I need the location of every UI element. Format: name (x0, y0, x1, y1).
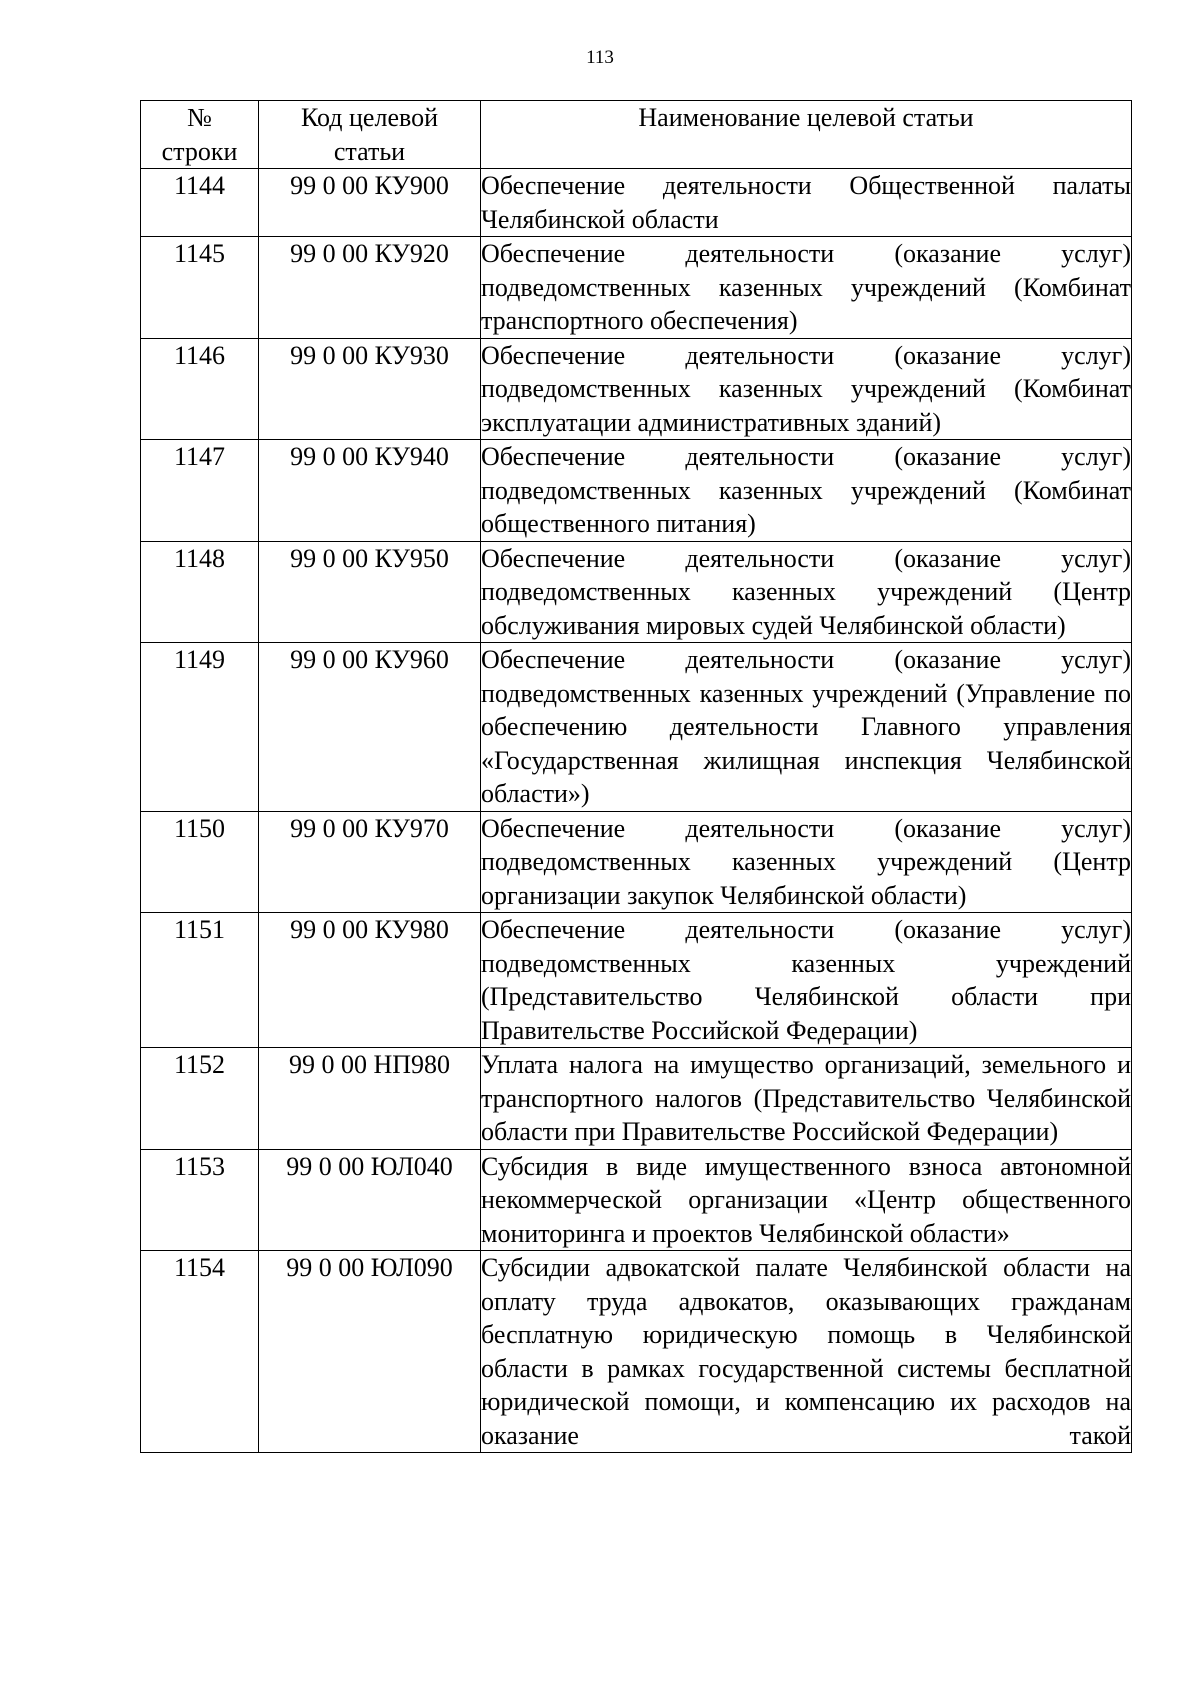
table-row (141, 643, 1132, 812)
row-number: 1149 (141, 643, 259, 812)
article-code: 99 0 00 КУ940 (259, 440, 481, 542)
target-articles-table (140, 100, 1132, 1453)
table-row (141, 1251, 1132, 1453)
table-row (141, 811, 1132, 913)
article-code: 99 0 00 КУ930 (259, 338, 481, 440)
article-code: 99 0 00 КУ980 (259, 913, 481, 1048)
article-code: 99 0 00 ЮЛ040 (259, 1149, 481, 1251)
table-body (141, 169, 1132, 1453)
article-code: 99 0 00 КУ920 (259, 237, 481, 339)
table-row (141, 541, 1132, 643)
table-row (141, 237, 1132, 339)
article-name: Обеспечение деятельности (оказание услуг) подведомственных казенных учреждений (Представительство Челябинской области при Правительстве Российской Федерации) (481, 913, 1132, 1048)
table-row (141, 440, 1132, 542)
table-row (141, 913, 1132, 1048)
header-article-code-line1: Код целевой (300, 103, 438, 132)
article-name: Субсидия в виде имущественного взноса автономной некоммерческой организации «Центр общественного мониторинга и проектов Челябинской области» (481, 1149, 1132, 1251)
row-number: 1144 (141, 169, 259, 237)
article-code: 99 0 00 КУ970 (259, 811, 481, 913)
article-code: 99 0 00 КУ960 (259, 643, 481, 812)
article-code: 99 0 00 КУ900 (259, 169, 481, 237)
article-code: 99 0 00 КУ950 (259, 541, 481, 643)
table-row (141, 1149, 1132, 1251)
header-article-code (259, 101, 481, 169)
row-number: 1147 (141, 440, 259, 542)
row-number: 1153 (141, 1149, 259, 1251)
article-name: Обеспечение деятельности (оказание услуг) подведомственных казенных учреждений (Центр обслуживания мировых судей Челябинской области) (481, 541, 1132, 643)
table-row (141, 1048, 1132, 1150)
row-number: 1150 (141, 811, 259, 913)
article-name: Уплата налога на имущество организаций, земельного и транспортного налогов (Представительство Челябинской области при Правительстве Российской Федерации) (481, 1048, 1132, 1150)
header-row (141, 101, 1132, 169)
article-name: Обеспечение деятельности (оказание услуг) подведомственных казенных учреждений (Управление по обеспечению деятельности Главного управления «Государственная жилищная инспекция Челябинской области») (481, 643, 1132, 812)
row-number: 1145 (141, 237, 259, 339)
article-name: Обеспечение деятельности Общественной палаты Челябинской области (481, 169, 1132, 237)
row-number: 1151 (141, 913, 259, 1048)
article-name: Обеспечение деятельности (оказание услуг) подведомственных казенных учреждений (Комбинат общественного питания) (481, 440, 1132, 542)
article-name: Обеспечение деятельности (оказание услуг) подведомственных казенных учреждений (Комбинат эксплуатации административных зданий) (481, 338, 1132, 440)
article-code: 99 0 00 ЮЛ090 (259, 1251, 481, 1453)
header-article-code-line2: статьи (333, 136, 406, 166)
header-row-number-line2: строки (161, 136, 238, 166)
header-row-number (141, 101, 259, 169)
table-row (141, 338, 1132, 440)
row-number: 1154 (141, 1251, 259, 1453)
article-name: Обеспечение деятельности (оказание услуг) подведомственных казенных учреждений (Центр организации закупок Челябинской области) (481, 811, 1132, 913)
article-name: Обеспечение деятельности (оказание услуг) подведомственных казенных учреждений (Комбинат транспортного обеспечения) (481, 237, 1132, 339)
article-name: Субсидии адвокатской палате Челябинской области на оплату труда адвокатов, оказывающих гражданам бесплатную юридическую помощь в Челябинской области в рамках государственной системы бесплатной юридической помощи, и компенсацию их расходов на оказание такой (481, 1251, 1132, 1453)
page-number: 113 (586, 47, 614, 68)
article-code: 99 0 00 НП980 (259, 1048, 481, 1150)
row-number: 1146 (141, 338, 259, 440)
header-article-name: Наименование целевой статьи (481, 101, 1132, 169)
row-number: 1148 (141, 541, 259, 643)
header-row-number-line1: № (187, 103, 212, 132)
table-header (141, 101, 1132, 169)
row-number: 1152 (141, 1048, 259, 1150)
table-row (141, 169, 1132, 237)
